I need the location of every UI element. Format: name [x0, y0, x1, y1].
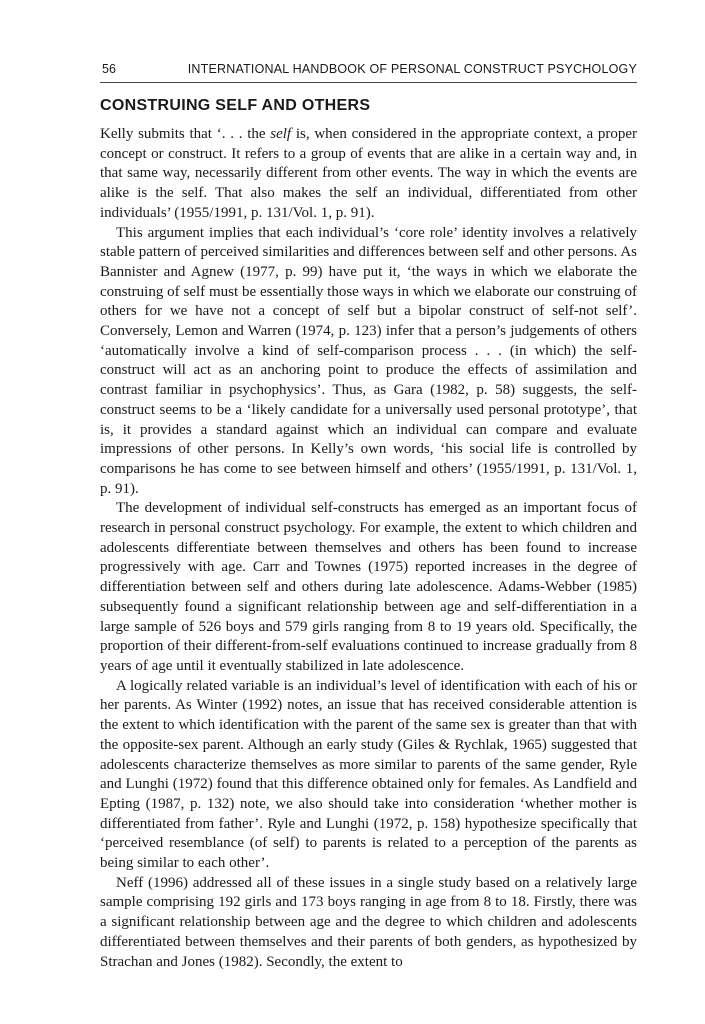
page-number: 56 — [102, 62, 117, 76]
emphasized-term: self — [270, 126, 292, 142]
paragraph-1-rest: is, when considered in the appropriate context, a proper concept or construct. It refers to a group of events that are alike in a certain way and, in that same way, necessarily different from other events. The way in which the events are alike is the self. That also makes the self an individual, differentiated from other individuals’ (1955/1991, p. 131/Vol. 1, p. 91). — [100, 126, 637, 221]
paragraph-1 — [100, 125, 637, 224]
running-header — [100, 62, 637, 83]
section-heading: CONSTRUING SELF AND OTHERS — [100, 97, 371, 114]
body-text — [100, 125, 637, 972]
paragraph-1-lead: Kelly submits that ‘. . . the — [100, 126, 271, 142]
paragraph-4: A logically related variable is an individual’s level of identification with each of his or her parents. As Winter (1992) notes, an issue that has received considerable attention is the extent to which identification with the parent of the same sex is greater than that with the opposite-sex parent. Although an early study (Giles & Rychlak, 1965) suggested that adolescents characterize themselves as more similar to parents of the same gender, Ryle and Lunghi (1972) found that this difference obtained only for females. As Landfield and Epting (1987, p. 132) note, we also should take into consideration ‘whether mother is differentiated from father’. Ryle and Lunghi (1972, p. 158) hypothesize specifically that ‘perceived resemblance (of self) to parents is related to a perception of the parents as being similar to each other’. — [100, 677, 637, 872]
paragraph-5: Neff (1996) addressed all of these issues in a single study based on a relatively large sample comprising 192 girls and 173 boys ranging in age from 8 to 18. Firstly, there was a significant relationship between age and the degree to which children and adolescents differentiated between themselves and their parents of both genders, as hypothesized by Strachan and Jones (1982). Secondly, the extent to — [100, 874, 637, 970]
paragraph-2: This argument implies that each individual’s ‘core role’ identity involves a relatively stable pattern of perceived similarities and differences between self and other persons. As Bannister and Agnew (1977, p. 99) have put it, ‘the ways in which we elaborate the construing of self must be essentially those ways in which we elaborate our construing of others for we have not a concept of self but a bipolar construct of self-not self’. Conversely, Lemon and Warren (1974, p. 123) infer that a person’s judgements of others ‘automatically involve a kind of self-comparison process . . . (in which) the self-construct will act as an anchoring point to produce the effects of assimilation and contrast familiar in psychophysics’. Thus, as Gara (1982, p. 58) suggests, the self-construct seems to be a ‘likely candidate for a universally used personal prototype’, that is, it provides a standard against which an individual can compare and evaluate impressions of other persons. In Kelly’s own words, ‘his social life is controlled by comparisons he has come to see between himself and others’ (1955/1991, p. 131/Vol. 1, p. 91). — [100, 224, 637, 497]
document-page — [100, 62, 637, 972]
paragraph-3: The development of individual self-constructs has emerged as an important focus of research in personal construct psychology. For example, the extent to which children and adolescents differentiate between themselves and others has been found to increase progressively with age. Carr and Townes (1975) reported increases in the degree of differentiation between self and others during late adolescence. Adams-Webber (1985) subsequently found a significant relationship between age and self-differentiation in a large sample of 526 boys and 579 girls ranging from 8 to 19 years old. Specifically, the proportion of their different-from-self evaluations continued to increase gradually from 8 years of age until it eventually stabilized in late adolescence. — [100, 500, 637, 674]
book-title: INTERNATIONAL HANDBOOK OF PERSONAL CONSTRUCT PSYCHOLOGY — [187, 62, 637, 76]
